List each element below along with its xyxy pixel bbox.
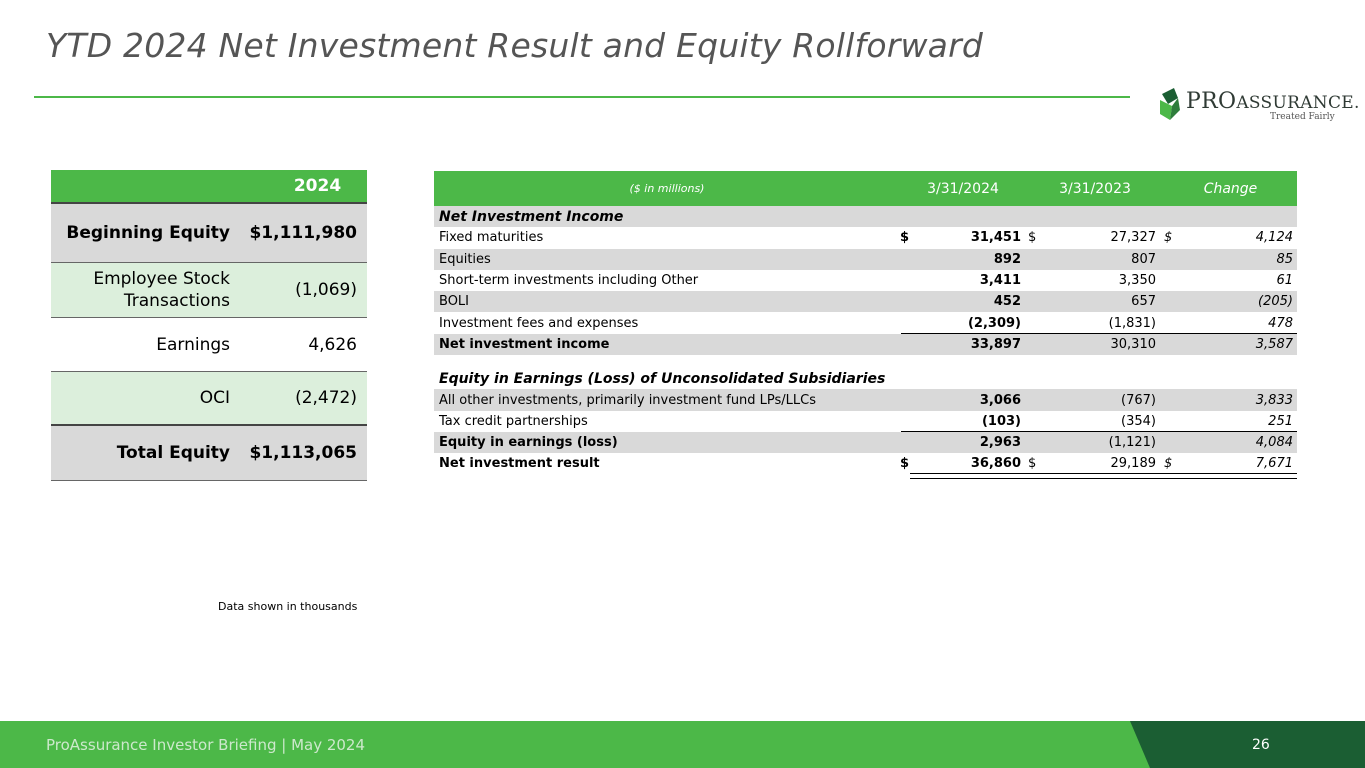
equity-row-label: Employee Stock Transactions [93,269,230,311]
equity-row-value: (1,069) [295,280,357,300]
subtotal-row: Net investment income 33,897 30,310 3,587 [434,334,1297,355]
table-row: Short-term investments including Other 3,411 3,350 61 [439,273,1293,289]
equity-rollforward-table [51,170,367,481]
table-row: All other investments, primarily investment fund LPs/LLCs 3,066 (767) 3,833 [434,389,1297,410]
equity-table-header [51,170,367,204]
total-row: Net investment result $ 36,860 $ 29,189 $ 7,671 [434,453,1297,474]
equity-row-value: 4,626 [308,334,357,355]
equity-row-value: $1,111,980 [249,223,357,243]
section-header: Net Investment Income [434,206,1297,227]
page-title: YTD 2024 Net Investment Result and Equity Rollforward [46,26,984,65]
units-header: ($ in millions) [629,182,705,195]
table-row: Equities 892 807 85 [434,249,1297,270]
footer-text: ProAssurance Investor Briefing | May 2024 [46,736,366,754]
investment-result-table [434,171,1297,475]
equity-row-oci [51,372,367,426]
equity-row-employee-stock [51,263,367,318]
column-header-2023: 3/31/2023 [1059,180,1131,197]
equity-row-label: Total Equity [116,443,230,463]
investment-table-header [434,171,1297,206]
logo-tagline: Treated Fairly [1270,112,1335,122]
logo-wordmark: PROASSURANCE. [1186,89,1360,114]
column-header-2024: 3/31/2024 [927,180,999,197]
footer-accent [1130,721,1365,768]
equity-row-label: Beginning Equity [66,223,230,243]
equity-row-label: Earnings [156,334,230,355]
subtotal-row: Equity in earnings (loss) 2,963 (1,121) 4,084 [434,432,1297,453]
table-row: Fixed maturities $ 31,451 $ 27,327 $ 4,124 [439,230,1293,246]
title-divider [34,96,1130,98]
equity-row-total [51,426,367,481]
equity-row-beginning [51,204,367,263]
equity-row-label: OCI [199,388,230,408]
table-row: Investment fees and expenses (2,309) (1,831) 478 [434,312,1297,333]
section-header: Equity in Earnings (Loss) of Unconsolidated Subsidiaries [439,370,886,387]
table-row: BOLI 452 657 (205) [434,291,1297,312]
equity-row-value: (2,472) [295,388,357,408]
equity-row-value: $1,113,065 [249,443,357,463]
column-header-change: Change [1203,180,1258,197]
equity-year-header: 2024 [293,176,342,196]
units-note: Data shown in thousands [218,600,358,613]
table-row: Tax credit partnerships (103) (354) 251 [434,411,1297,432]
logo-leaf-icon [1158,86,1184,122]
equity-row-earnings [51,318,367,372]
company-logo [1158,86,1360,126]
page-number: 26 [1252,737,1270,753]
